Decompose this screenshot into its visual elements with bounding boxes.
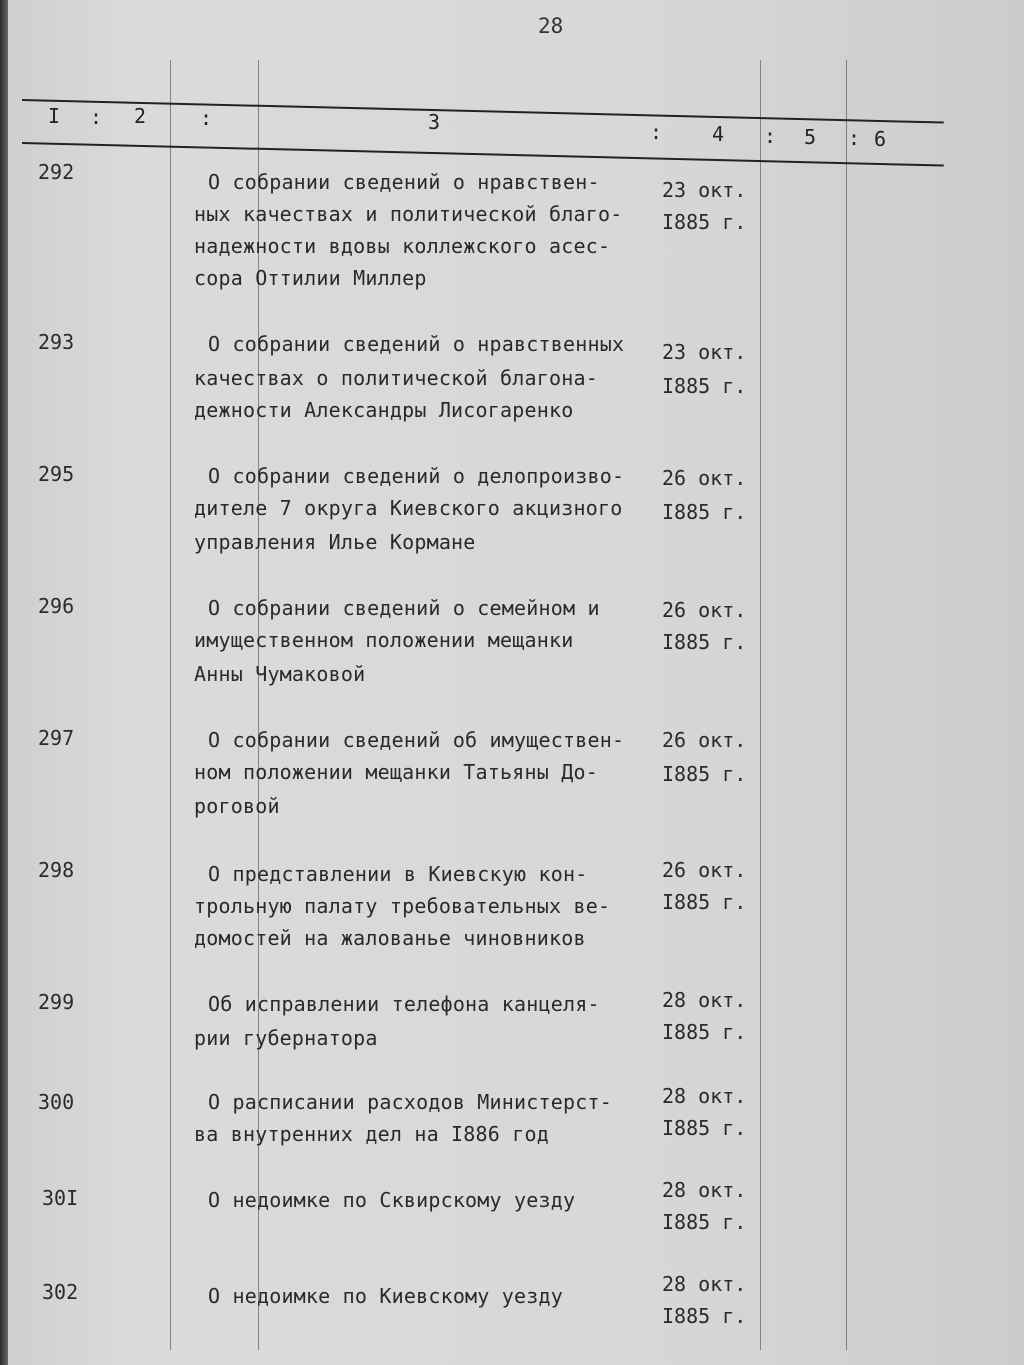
row-title-line: О представлении в Киевскую кон- — [208, 862, 588, 886]
row-date-year: I885 г. — [662, 1116, 747, 1140]
row-title-line: дителе 7 округа Киевского акцизного — [194, 496, 623, 520]
header-col-6: 6 — [874, 127, 887, 151]
row-date-day: 23 окт. — [662, 340, 747, 364]
row-date-day: 28 окт. — [662, 1178, 747, 1202]
row-date-year: I885 г. — [662, 1304, 747, 1328]
row-title-line: ных качествах и политической благо- — [194, 202, 623, 226]
row-title-line: Об исправлении телефона канцеля- — [208, 992, 600, 1016]
row-date-day: 28 окт. — [662, 1084, 747, 1108]
page-edge-shadow — [0, 0, 8, 1365]
row-title-line: дежности Александры Лисогаренко — [194, 398, 574, 422]
row-title-line: О расписании расходов Министерст- — [208, 1090, 612, 1114]
row-title-line: О собрании сведений об имуществен- — [208, 728, 625, 752]
row-date-year: I885 г. — [662, 630, 747, 654]
row-date-year: I885 г. — [662, 1210, 747, 1234]
header-sep-3: : — [650, 120, 663, 144]
row-title-line: имущественном положении мещанки — [194, 628, 574, 652]
header-col-5: 5 — [804, 125, 817, 149]
row-number: 302 — [42, 1280, 79, 1304]
row-number: 292 — [38, 160, 75, 184]
row-date-year: I885 г. — [662, 210, 747, 234]
row-date-day: 28 окт. — [662, 988, 747, 1012]
row-title-line: О собрании сведений о делопроизво- — [208, 464, 625, 488]
header-sep-2: : — [200, 106, 213, 130]
row-date-day: 28 окт. — [662, 1272, 747, 1296]
row-title-line: О собрании сведений о семейном и — [208, 596, 600, 620]
row-number: 300 — [38, 1090, 75, 1114]
row-title-line: ва внутренних дел на I886 год — [194, 1122, 549, 1146]
row-title-line: домостей на жалованье чиновников — [194, 926, 586, 950]
row-title-line: ном положении мещанки Татьяны До- — [194, 760, 598, 784]
page-number: 28 — [538, 14, 564, 38]
header-col-4: 4 — [712, 122, 725, 146]
row-title-line: роговой — [194, 794, 280, 818]
row-title-line: рии губернатора — [194, 1026, 378, 1050]
row-date-year: I885 г. — [662, 374, 747, 398]
row-number: 30I — [42, 1186, 79, 1210]
row-number: 293 — [38, 330, 75, 354]
row-title-line: сора Оттилии Миллер — [194, 266, 427, 290]
row-title-line: О недоимке по Киевскому уезду — [208, 1284, 563, 1308]
row-number: 298 — [38, 858, 75, 882]
row-date-day: 26 окт. — [662, 598, 747, 622]
header-col-3: 3 — [428, 110, 441, 134]
document-page — [8, 0, 1024, 1365]
header-col-1: I — [48, 104, 61, 128]
row-title-line: трольную палату требовательных ве- — [194, 894, 611, 918]
row-title-line: надежности вдовы коллежского асес- — [194, 234, 611, 258]
row-date-day: 23 окт. — [662, 178, 747, 202]
row-title-line: О собрании сведений о нравствен- — [208, 170, 600, 194]
row-number: 295 — [38, 462, 75, 486]
header-col-2: 2 — [134, 104, 147, 128]
column-divider-4 — [846, 60, 847, 1350]
row-title-line: управления Илье Кормане — [194, 530, 476, 554]
column-divider-3 — [760, 60, 761, 1350]
row-title-line: Анны Чумаковой — [194, 662, 366, 686]
row-date-year: I885 г. — [662, 1020, 747, 1044]
row-date-year: I885 г. — [662, 890, 747, 914]
row-date-day: 26 окт. — [662, 728, 747, 752]
header-top-rule — [22, 99, 944, 124]
row-title-line: О собрании сведений о нравственных — [208, 332, 625, 356]
header-sep-5: : — [848, 126, 861, 150]
row-number: 299 — [38, 990, 75, 1014]
row-date-year: I885 г. — [662, 500, 747, 524]
row-date-day: 26 окт. — [662, 858, 747, 882]
row-title-line: О недоимке по Сквирскому уезду — [208, 1188, 576, 1212]
row-number: 296 — [38, 594, 75, 618]
row-date-year: I885 г. — [662, 762, 747, 786]
row-title-line: качествах о политической благона- — [194, 366, 598, 390]
row-date-day: 26 окт. — [662, 466, 747, 490]
header-sep-4: : — [764, 124, 777, 148]
row-number: 297 — [38, 726, 75, 750]
column-divider-1 — [170, 60, 171, 1350]
header-sep-1: : — [90, 105, 103, 129]
